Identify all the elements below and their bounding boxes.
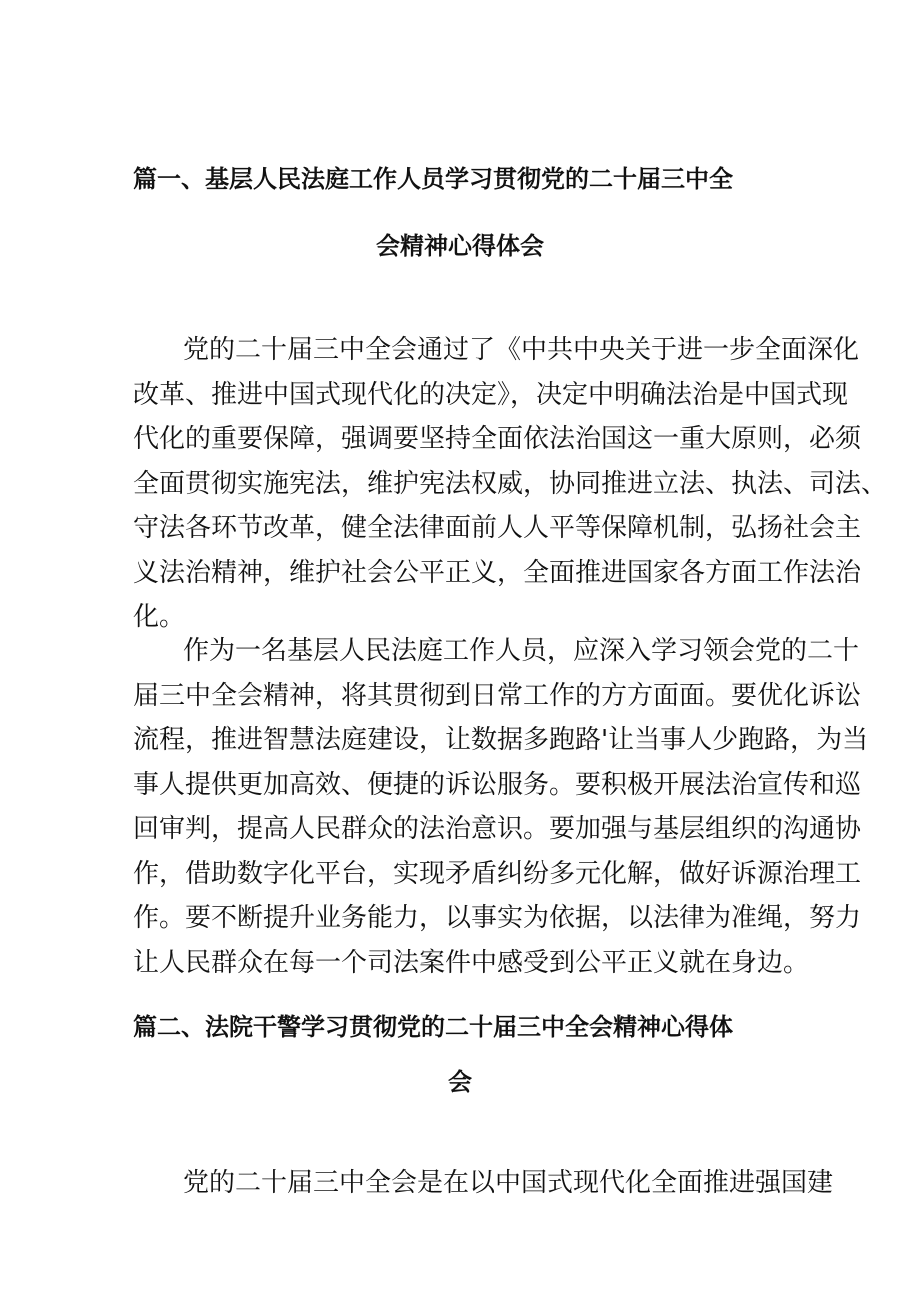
section1-paragraph-1	[133, 328, 888, 640]
paragraph-line: 作，借助数字化平台，实现矛盾纠纷多元化解，做好诉源治理工	[133, 858, 862, 889]
paragraph-line: 流程，推进智慧法庭建设，让数据多跑路'让当事人少跑路，为当	[133, 725, 869, 755]
paragraph-line: 守法各环节改革，健全法律面前人人平等保障机制，弘扬社会主	[133, 513, 862, 543]
paragraph-line: 届三中全会精神，将其贯彻到日常工作的方方面面。要优化诉讼	[133, 680, 862, 711]
section1-title-line2: 会精神心得体会	[376, 232, 544, 260]
paragraph-line: 作为一名基层人民法庭工作人员，应深入学习领会党的二十	[183, 636, 860, 666]
section2-title-line1: 篇二、法院干警学习贯彻党的二十届三中全会精神心得体	[133, 1013, 733, 1041]
paragraph-line: 党的二十届三中全会通过了《中共中央关于进一步全面深化	[183, 335, 860, 365]
paragraph-line: 义法治精神，维护社会公平正义，全面推进国家各方面工作法治	[133, 557, 862, 588]
section1-paragraph-2	[133, 629, 869, 985]
paragraph-line: 全面贯彻实施宪法，维护宪法权威，协同推进立法、执法、司法、	[133, 468, 888, 499]
paragraph-line: 改革、推进中国式现代化的决定》，决定中明确法治是中国式现	[133, 379, 849, 410]
paragraph-line: 事人提供更加高效、便捷的诉讼服务。要积极开展法治宣传和巡	[133, 769, 862, 800]
section2-paragraph-1	[133, 1161, 834, 1206]
section2-title-line2: 会	[448, 1068, 472, 1096]
paragraph-line: 作。要不断提升业务能力，以事实为依据，以法律为准绳，努力	[133, 903, 862, 933]
paragraph-line: 回审判，提高人民群众的法治意识。要加强与基层组织的沟通协	[133, 814, 862, 844]
paragraph-line: 代化的重要保障，强调要坚持全面依法治国这一重大原则，必须	[133, 424, 862, 454]
paragraph-line: 让人民群众在每一个司法案件中感受到公平正义就在身边。	[133, 947, 810, 978]
paragraph-line: 党的二十届三中全会是在以中国式现代化全面推进强国建	[183, 1168, 834, 1198]
section1-title-line1: 篇一、基层人民法庭工作人员学习贯彻党的二十届三中全	[133, 165, 733, 193]
paragraph-line: 化。	[133, 602, 186, 632]
